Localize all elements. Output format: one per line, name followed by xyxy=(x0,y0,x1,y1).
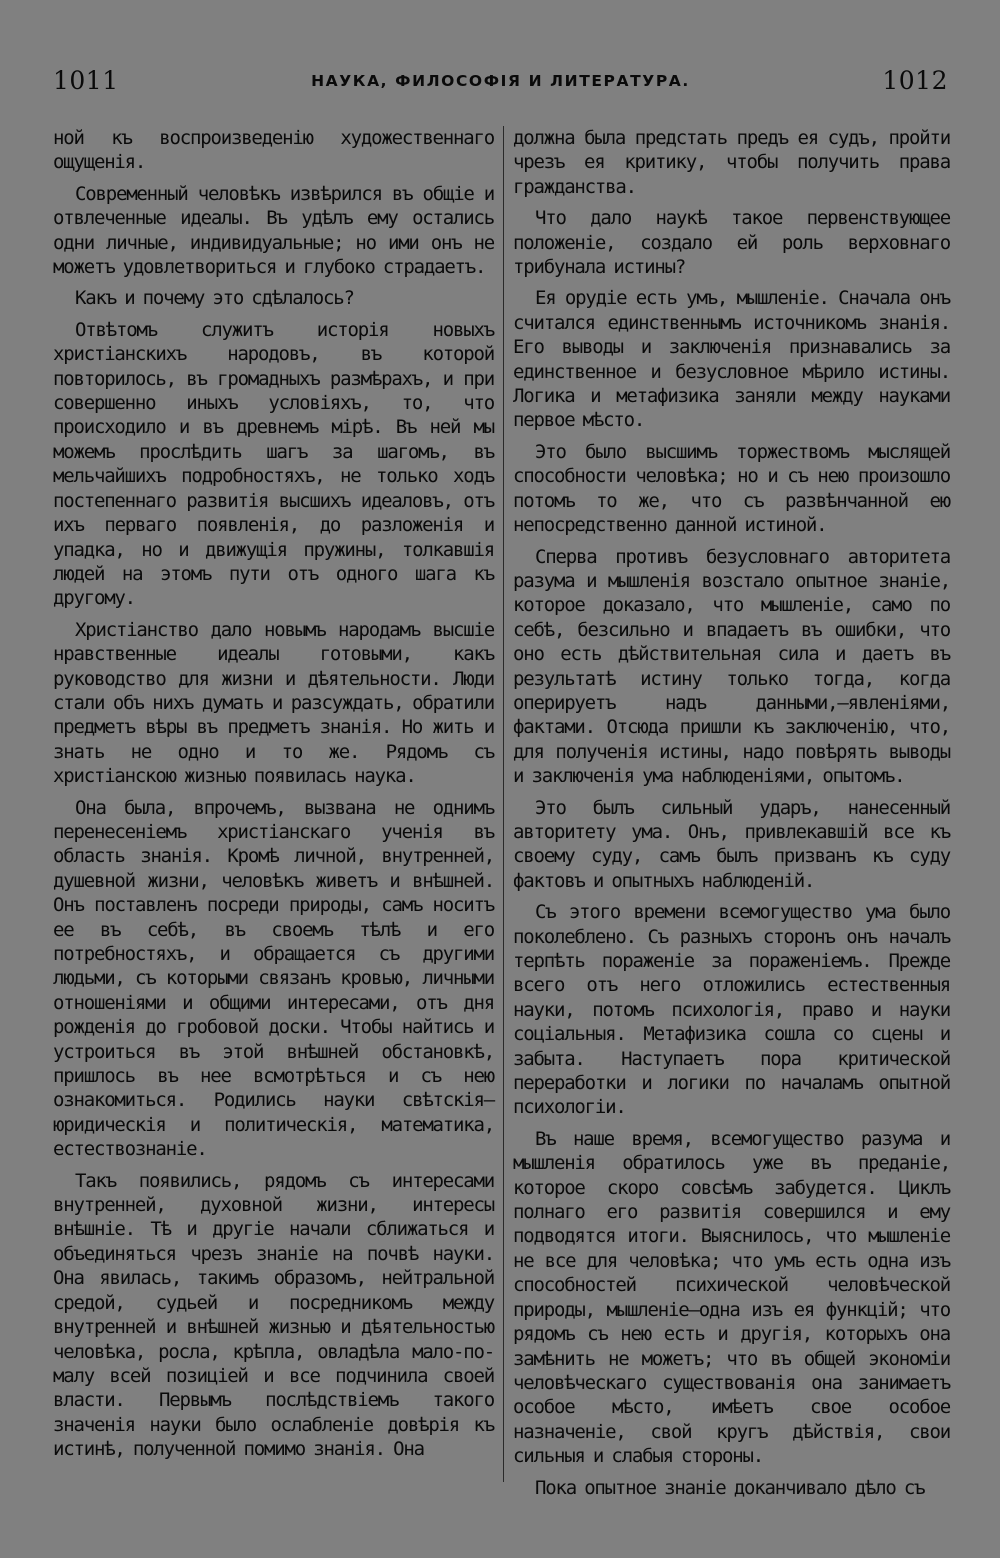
paragraph: Съ этого времени всемогущество ума было поколеблено. Съ разныхъ сторонъ онъ началъ терпѣть пораженіе за пораженіемъ. Прежде всего отъ него отложились естественныя науки, потомъ психологія, право и науки соціальныя. Метафизика сошла со сцены и забыта. Наступаетъ пора критической переработки и логики по началамъ опытной психологіи. xyxy=(513,901,950,1119)
paragraph: Отвѣтомъ служитъ исторія новыхъ христіанскихъ народовъ, въ которой повторилось, въ громадныхъ размѣрахъ, и при совершенно иныхъ условіяхъ, то, что происходило и въ древнемъ мірѣ. Въ ней мы можемъ прослѣдить шагъ за шагомъ, въ мельчайшихъ подробностяхъ, не только ходъ постепеннаго развитія высшихъ идеаловъ, отъ ихъ перваго появленія, до разложенія и упадка, но и движущія пружины, толкавшія людей на этомъ пути отъ одного шага къ другому. xyxy=(53,318,494,610)
paragraph: Христіанство дало новымъ народамъ высшіе нравственные идеалы готовыми, какъ руководство для жизни и дѣятельности. Люди стали объ нихъ думать и разсуждать, обратили предметъ вѣры въ предметъ знанія. Но жить и знать не одно и то же. Рядомъ съ христіанскою жизнью появилась наука. xyxy=(53,618,494,788)
paragraph: Ея орудіе есть умъ, мышленіе. Сначала онъ считался единственнымъ источникомъ знанія. Его выводы и заключенія признавались за единственное и безусловное мѣрило истины. Логика и метафизика заняли между науками первое мѣсто. xyxy=(513,287,950,432)
paragraph: Это былъ сильный ударъ, нанесенный авторитету ума. Онъ, привлекавшій все къ своему суду, самъ былъ призванъ къ суду фактовъ и опытныхъ наблюденій. xyxy=(513,796,950,892)
paragraph: Такъ появились, рядомъ съ интересами внутренней, духовной жизни, интересы внѣшніе. Тѣ и другіе начали сближаться и объединяться чрезъ знаніе на почвѣ науки. Она явилась, такимъ образомъ, нейтральной средой, судьей и посредникомъ между внутренней и внѣшней жизнью и дѣятельностью человѣка, росла, крѣпла, овладѣла мало-по-малу всей позиціей и все подчинила своей власти. Первымъ послѣдствіемъ такого значенія науки было ослабленіе довѣрія къ истинѣ, полученной помимо знанія. Она xyxy=(53,1169,494,1461)
running-title: НАУКА, ФИЛОСОФІЯ И ЛИТЕРАТУРА. xyxy=(311,72,690,90)
paragraph: Она была, впрочемъ, вызвана не однимъ перенесеніемъ христіанскаго ученія въ область знанія. Кромѣ личной, внутренней, душевной жизни, человѣкъ живетъ и внѣшней. Онъ поставленъ посреди природы, самъ носитъ ее въ себѣ, въ своемъ тѣлѣ и его потребностяхъ, и обращается съ другими людьми, съ которыми связанъ кровью, личными отношеніями и общими интересами, отъ дня рожденія до гробовой доски. Чтобы найтись и устроиться въ этой внѣшней обстановкѣ, пришлось въ нее всмотрѣться и съ нею ознакомиться. Родились науки свѣтскія—юридическія и политическія, математика, естествознаніе. xyxy=(53,796,494,1161)
paragraph: Какъ и почему это сдѣлалось? xyxy=(75,287,354,310)
column-divider xyxy=(503,126,504,1482)
paragraph: Въ наше время, всемогущество разума и мышленія обратилось уже въ преданіе, которое скоро совсѣмъ забудется. Циклъ полнаго его развитія совершился и ему подводятся итоги. Выяснилось, что мышленіе не все для человѣка; что умъ есть одна изъ способностей психической человѣческой природы, мышленіе—одна изъ ея функцій; что рядомъ съ нею есть и другія, которыхъ она замѣнить не можетъ; что въ общей экономіи человѣческаго существованія она занимаетъ особое мѣсто, имѣетъ свое особое назначеніе, свой кругъ дѣйствія, свои сильныя и слабыя стороны. xyxy=(513,1127,950,1468)
paragraph: ной къ воспроизведенію художественнаго ощущенія. xyxy=(53,127,494,174)
running-header xyxy=(53,66,948,102)
page-number-left: 1011 xyxy=(53,66,119,95)
page-number-right: 1012 xyxy=(882,66,948,95)
paragraph: Пока опытное знаніе доканчивало дѣло съ xyxy=(535,1476,925,1499)
paragraph: Это было высшимъ торжествомъ мыслящей способности человѣка; но и съ нею произошло потомъ то же, что съ развѣнчанной ею непосредственно данной истиной. xyxy=(513,440,950,537)
paragraph: должна была предстать предъ ея судъ, пройти чрезъ ея критику, чтобы получить права гражданства. xyxy=(513,127,950,198)
paragraph: Современный человѣкъ извѣрился въ общіе и отвлеченные идеалы. Въ удѣлъ ему остались одни личные, индивидуальные; но ими онъ не можетъ удовлетвориться и глубоко страдаетъ. xyxy=(53,182,494,279)
left-column xyxy=(53,126,494,1469)
paragraph: Сперва противъ безусловнаго авторитета разума и мышленія возстало опытное знаніе, которое доказало, что мышленіе, само по себѣ, безсильно и впадаетъ въ ошибки, что оно есть дѣйствительная сила и даетъ въ результатѣ истину только тогда, когда оперируетъ надъ данными,—явленіями, фактами. Отсюда пришли къ заключенію, что, для полученія истины, надо повѣрять выводы и заключенія ума наблюденіями, опытомъ. xyxy=(513,545,950,788)
right-column xyxy=(513,126,950,1507)
paragraph: Что дало наукѣ такое первенствующее положеніе, создало ей роль верховнаго трибунала истины? xyxy=(513,207,950,279)
